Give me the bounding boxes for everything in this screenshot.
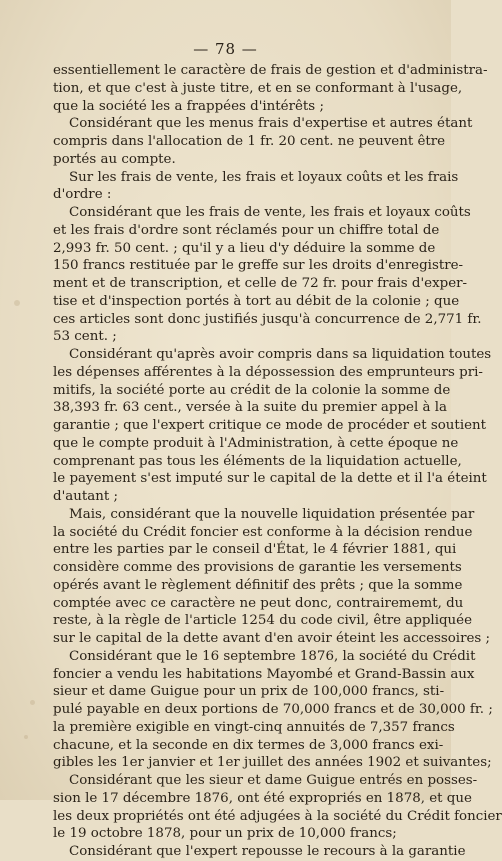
text-line: mitifs, la société porte au crédit de la colonie la somme de bbox=[53, 382, 451, 398]
text-line: 2,993 fr. 50 cent. ; qu'il y a lieu d'y déduire la somme de bbox=[53, 240, 436, 256]
text-line: reste, à la règle de l'article 1254 du code civil, être appliquée bbox=[53, 613, 473, 629]
body-text bbox=[53, 62, 502, 861]
text-line: la première exigible en vingt-cinq annuités de 7,357 francs bbox=[53, 719, 455, 735]
text-line: tise et d'inspection portés à tort au débit de la colonie ; que bbox=[53, 293, 460, 309]
text-line: essentiellement le caractère de frais de gestion et d'administra- bbox=[53, 63, 488, 78]
text-line: portés au compte. bbox=[53, 151, 176, 167]
text-line: sur le capital de la dette avant d'en avoir éteint les accessoires ; bbox=[53, 631, 491, 646]
text-line: chacune, et la seconde en dix termes de 3,000 francs exi- bbox=[53, 737, 444, 753]
text-line: Considérant qu'après avoir compris dans sa liquidation toutes bbox=[69, 347, 492, 362]
text-line: et les frais d'ordre sont réclamés pour un chiffre total de bbox=[53, 222, 440, 238]
text-line: les deux propriétés ont été adjugées à la société du Crédit foncier bbox=[53, 808, 502, 824]
text-line: la société du Crédit foncier est conforme à la décision rendue bbox=[53, 524, 473, 540]
paragraph bbox=[53, 346, 492, 506]
page-number: — 78 — bbox=[193, 40, 258, 58]
paper-stain bbox=[30, 700, 35, 705]
text-line: que le compte produit à l'Administration, à cette époque ne bbox=[53, 435, 459, 451]
paragraph bbox=[53, 506, 491, 648]
text-line: 53 cent. ; bbox=[53, 329, 117, 345]
text-line: pulé payable en deux portions de 70,000 francs et de 30,000 fr. ; bbox=[53, 702, 493, 717]
paragraph bbox=[53, 772, 502, 843]
text-line: Sur les frais de vente, les frais et loyaux coûts et les frais bbox=[69, 169, 459, 185]
text-line: comptée avec ce caractère ne peut donc, contrairememt, du bbox=[53, 595, 464, 611]
text-line: d'autant ; bbox=[53, 489, 118, 504]
paragraph bbox=[53, 115, 473, 168]
text-line: 38,393 fr. 63 cent., versée à la suite du premier appel à la bbox=[53, 400, 447, 416]
paragraph bbox=[53, 169, 459, 205]
text-line: d'ordre : bbox=[53, 187, 112, 203]
text-line: les dépenses afférentes à la dépossession des emprunteurs pri- bbox=[53, 364, 483, 380]
text-line: que la société les a frappées d'intérêts ; bbox=[53, 98, 324, 114]
paragraph bbox=[53, 843, 466, 861]
text-line: Considérant que les frais de vente, les frais et loyaux coûts bbox=[69, 205, 471, 220]
text-line: Considérant que le 16 septembre 1876, la société du Crédit bbox=[69, 648, 476, 664]
text-line: sieur et dame Guigue pour un prix de 100,000 francs, sti- bbox=[53, 684, 445, 700]
text-line: opérés avant le règlement définitif des prêts ; que la somme bbox=[53, 577, 463, 593]
text-line: le payement s'est imputé sur le capital de la dette et il l'a éteint bbox=[53, 471, 487, 487]
text-line: Considérant que l'expert repousse le recours à la garantie bbox=[69, 844, 466, 859]
paragraph bbox=[53, 62, 488, 115]
paragraph bbox=[53, 648, 493, 772]
text-line: garantie ; que l'expert critique ce mode de procéder et soutient bbox=[53, 418, 487, 433]
paper-stain bbox=[24, 735, 28, 739]
text-line: ment et de transcription, et celle de 72 fr. pour frais d'exper- bbox=[53, 276, 468, 291]
text-line: entre les parties par le conseil d'État, le 4 février 1881, qui bbox=[53, 542, 457, 558]
text-line: considère comme des provisions de garantie les versements bbox=[53, 560, 462, 575]
text-line: le 19 octobre 1878, pour un prix de 10,000 francs; bbox=[53, 826, 397, 842]
text-line: gibles les 1er janvier et 1er juillet des années 1902 et suivantes; bbox=[53, 755, 492, 771]
text-line: Considérant que les menus frais d'expertise et autres étant bbox=[69, 116, 473, 132]
paper-stain bbox=[14, 300, 20, 306]
text-line: Mais, considérant que la nouvelle liquidation présentée par bbox=[69, 506, 475, 522]
text-line: comprenant pas tous les éléments de la liquidation actuelle, bbox=[53, 453, 462, 469]
text-line: tion, et que c'est à juste titre, et en se conformant à l'usage, bbox=[53, 80, 463, 96]
text-line: ces articles sont donc justifiés jusqu'à concurrence de 2,771 fr. bbox=[53, 311, 482, 327]
text-line: Considérant que les sieur et dame Guigue entrés en posses- bbox=[69, 773, 478, 788]
paragraph bbox=[53, 204, 482, 346]
text-line: sion le 17 décembre 1876, ont été expropriés en 1878, et que bbox=[53, 790, 472, 806]
text-line: 150 francs restituée par le greffe sur les droits d'enregistre- bbox=[53, 258, 464, 274]
text-line: foncier a vendu les habitations Mayombé et Grand-Bassin aux bbox=[53, 666, 475, 682]
text-line: compris dans l'allocation de 1 fr. 20 cent. ne peuvent être bbox=[53, 134, 446, 149]
